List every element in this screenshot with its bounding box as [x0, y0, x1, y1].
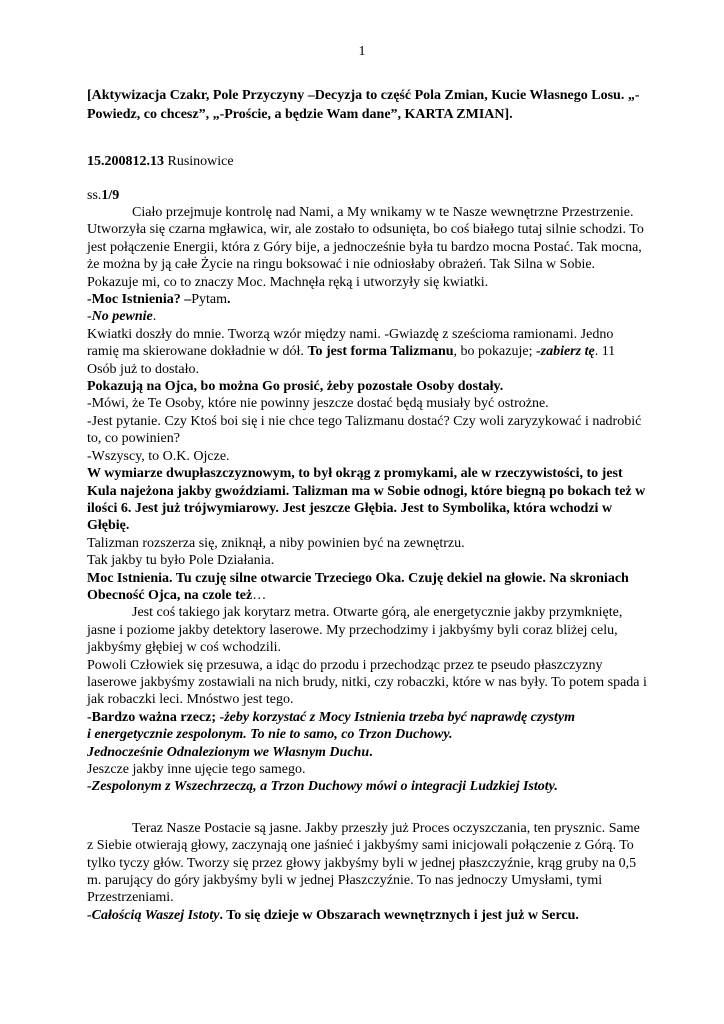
paragraph: i energetycznie zespolonym. To nie to samo, co Trzon Duchowy.	[87, 727, 453, 743]
paragraph: -Wszyscy, to O.K. Ojcze.	[87, 448, 230, 464]
text-run: .	[227, 292, 231, 308]
page-number: 1	[358, 44, 366, 59]
paragraph	[87, 744, 647, 761]
text-run: Jednocześnie Odnalezionym we Własnym Duchu	[87, 744, 370, 760]
paragraph: Powoli Człowiek się przesuwa, a idąc do przodu i przechodząc przez te pseudo płaszczyzny laserowe jakbyśmy zostawiali na nich brudy, nitki, czy robaczki, które w nas były. To potem spada i jak robaczki leci. Mnóstwo jest tego.	[87, 657, 647, 708]
paragraph: Jest coś takiego jak korytarz metra. Otwarte górą, ale energetycznie jakby przymknięte, jasne i poziome jakby detektory laserowe. My przechodzimy i jakbyśmy byli coraz bliżej celu, jakbyśmy głębiej w coś wchodzili.	[87, 605, 623, 656]
paragraph: -Mówi, że Te Osoby, które nie powinny jeszcze dostać będą musiały być ostrożne.	[87, 396, 549, 412]
paragraph	[87, 709, 647, 726]
text-run: …	[252, 587, 267, 603]
text-run: -Moc Istnienia? –	[87, 292, 192, 308]
paragraph	[87, 326, 647, 378]
paragraph: Teraz Nasze Postacie są jasne. Jakby przeszły już Proces oczyszczania, ten prysznic. Same z Siebie otwierają głowy, zaczynają one jaśnieć i jakbyśmy sami inicjowali połączenie z Górą. To tylko tyczy głów. Tworzy się przez głowy jakbyśmy byli w jednej płaszczyźnie, krąg gruby na 0,5 m. parujący do góry jakbyśmy byli w jednej Płaszczyźnie. To nas jednoczy Umysłami, tymi Przestrzeniami.	[87, 820, 640, 906]
paragraph: Utworzyła się czarna mgławica, wir, ale zostało to odsunięta, bo coś białego tutaj silnie schodzi. To jest połączenie Energii, która z Góry bije, a jednocześnie była tu bardzo mocna Postać. Tak mocna, że można by ją całe Życie na ringu boksować i nie odniosłaby obrażeń. Tak Silna w Sobie. Pokazuje mi, co to znaczy Moc. Machnęła ręką i utworzyły się kwiatki.	[87, 222, 644, 290]
date-line	[87, 154, 234, 170]
text-run: -żeby korzystać z Mocy Istnienia trzeba być naprawdę czystym	[219, 709, 575, 725]
paragraph	[87, 308, 647, 325]
paragraph: Talizman rozszerza się, zniknął, a niby powinien być na zewnętrzu.	[87, 535, 465, 551]
text-run: Kwiatki doszły do mnie. Tworzą wzór między nami. -Gwiazdę z sześcioma ramionami. Jedno ramię ma skierowane dokładnie w dół.	[87, 326, 614, 360]
paragraph	[87, 570, 647, 605]
text-run: . To się dzieje w Obszarach wewnętrznych i jest już w Sercu.	[219, 907, 579, 923]
document-body	[87, 204, 647, 924]
document-title: [Aktywizacja Czakr, Pole Przyczyny –Decyzja to część Pola Zmian, Kucie Własnego Losu. „-Powiedz, co chcesz”, „-Proście, a będzie Wam dane”, KARTA ZMIAN].	[87, 88, 640, 122]
text-run: -Całością Waszej Istoty	[87, 907, 220, 923]
paragraph: Jeszcze jakby inne ujęcie tego samego.	[87, 762, 306, 777]
paragraph: Ciało przejmuje kontrolę nad Nami, a My wnikamy w te Nasze wewnętrzne Przestrzenie.	[132, 205, 634, 220]
text-run: No pewnie	[91, 309, 153, 325]
page-counter-value: 1/9	[101, 188, 120, 203]
text-run: , bo pokazuje;	[453, 344, 536, 360]
text-run: -zabierz tę	[535, 344, 595, 360]
text-run: Moc Istnienia. Tu czuję silne otwarcie Trzeciego Oka. Czuję dekiel na głowie. Na skroniach Obecność Ojca, na czole też	[87, 570, 629, 603]
text-run: To jest forma Talizmanu	[307, 344, 454, 360]
paragraph	[87, 907, 647, 924]
text-run: Pytam	[191, 292, 227, 308]
text-run: .	[369, 744, 373, 760]
paragraph: -Zespolonym z Wszechrzeczą, a Trzon Duchowy mówi o integracji Ludzkiej Istoty.	[87, 779, 558, 795]
paragraph: -Jest pytanie. Czy Ktoś boi się i nie chce tego Talizmanu dostać? Czy woli zaryzykować i nadrobić to, co powinien?	[87, 413, 642, 447]
date-place: Rusinowice	[164, 154, 234, 169]
text-run: -	[87, 309, 92, 325]
text-run: -Bardzo ważna rzecz;	[87, 709, 220, 725]
text-run: .	[152, 309, 157, 325]
page-counter	[87, 188, 119, 204]
paragraph: W wymiarze dwupłaszczyznowym, to był okrąg z promykami, ale w rzeczywistości, to jest Kula najeżona jakby gwoździami. Talizman ma w Sobie odnogi, które biegną po bokach też w ilości 6. Jest już trójwymiarowy. Jest jeszcze Głębia. Jest to Symbolika, która wchodzi w Głębię.	[87, 466, 646, 534]
paragraph	[87, 291, 647, 308]
date-code: 15.200812.13	[87, 154, 164, 169]
page-counter-prefix: ss.	[87, 188, 102, 203]
text-run: . 11 Osób już to dostało.	[87, 344, 616, 377]
paragraph: Pokazują na Ojca, bo można Go prosić, żeby pozostałe Osoby dostały.	[87, 379, 504, 395]
paragraph: Tak jakby tu było Pole Działania.	[87, 553, 275, 569]
